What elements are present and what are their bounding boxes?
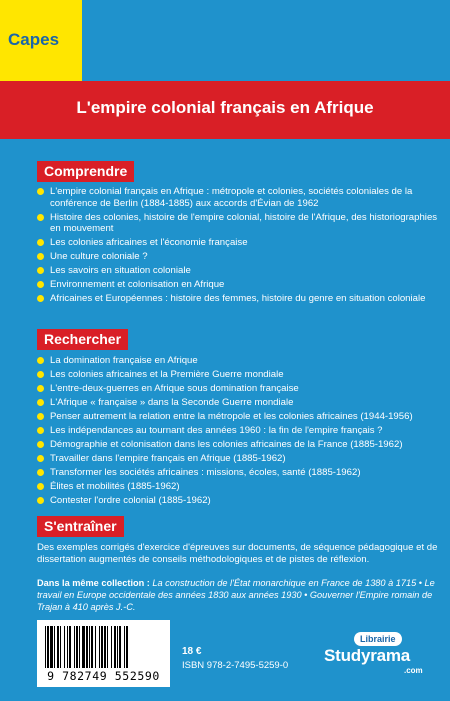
isbn: ISBN 978-2-7495-5259-0 (182, 660, 289, 671)
list-item (37, 425, 442, 437)
list-item (37, 369, 442, 381)
same-collection-label: Dans la même collection : (37, 578, 150, 588)
list-item-text: Histoire des colonies, histoire de l'empire colonial, histoire de l'Afrique, des historiographies en mouvement (50, 211, 438, 235)
bullet-icon (37, 441, 44, 448)
barcode (37, 620, 170, 687)
list-item-text: Contester l'ordre colonial (1885-1962) (50, 494, 211, 506)
book-title: L'empire colonial français en Afrique (76, 98, 374, 117)
logo-suffix: .com (404, 666, 423, 675)
list-item-text: Les indépendances au tournant des années 1960 : la fin de l'empire français ? (50, 424, 383, 436)
list-item (37, 212, 442, 235)
list-item-text: Démographie et colonisation dans les colonies africaines de la France (1885-1962) (50, 438, 403, 450)
sentrainer-description: Des exemples corrigés d'exercice d'épreuves sur documents, de séquence pédagogique et de dissertation augmentés de conseils méthodologiques et de pistes de réflexion. (37, 542, 438, 565)
list-item (37, 237, 442, 249)
list-item (37, 495, 442, 507)
list-item-text: Les savoirs en situation coloniale (50, 265, 191, 277)
list-item-text: La domination française en Afrique (50, 355, 198, 366)
logo-name: Studyrama (324, 646, 411, 665)
bullet-icon (37, 469, 44, 476)
barcode-number: 9 782749 552590 (47, 669, 160, 683)
bullet-icon (37, 357, 44, 364)
publisher-logo (318, 632, 440, 688)
list-item-text: Les colonies africaines et la Première Guerre mondiale (50, 368, 284, 380)
list-item (37, 467, 442, 479)
bullet-icon (37, 399, 44, 406)
list-item (37, 265, 442, 277)
bullet-icon (37, 427, 44, 434)
list-item (37, 293, 442, 305)
list-item (37, 397, 442, 409)
bullet-icon (37, 483, 44, 490)
collection-label: Capes (8, 30, 60, 49)
logo-badge: Librairie (354, 632, 402, 646)
list-item (37, 186, 442, 209)
list-item (37, 251, 442, 263)
same-collection-note (37, 578, 442, 613)
bullet-icon (37, 214, 44, 221)
bullet-icon (37, 295, 44, 302)
list-item-text: Transformer les sociétés africaines : missions, écoles, santé (1885-1962) (50, 466, 361, 478)
same-collection-titles: La construction de l'État monarchique en France de 1380 à 1715 • Le travail en Europe occidentale des années 1830 aux années 1930 • Gouverner l'Empire romain de Trajan à 410 après J.-C. (37, 578, 435, 612)
list-item-text: Les colonies africaines et l'économie française (50, 237, 248, 249)
list-item (37, 439, 442, 451)
bullet-icon (37, 267, 44, 274)
list-item (37, 355, 442, 367)
list-item-text: Travailler dans l'empire français en Afrique (1885-1962) (50, 452, 286, 464)
bullet-icon (37, 188, 44, 195)
list-item-text: Penser autrement la relation entre la métropole et les colonies africaines (1944-1956) (50, 410, 413, 422)
bullet-icon (37, 371, 44, 378)
bullet-icon (37, 497, 44, 504)
bullet-icon (37, 385, 44, 392)
list-item-text: L'empire colonial français en Afrique : métropole et colonies, sociétés coloniales de la conférence de Berlin (1884-1885) aux accords d'Évian de 1962 (50, 186, 413, 209)
price: 18 € (182, 646, 202, 657)
section-heading-sentrainer: S'entraîner (37, 516, 124, 537)
bullet-icon (37, 413, 44, 420)
list-item-text: L'entre-deux-guerres en Afrique sous domination française (50, 382, 299, 394)
list-item (37, 453, 442, 465)
section-heading-comprendre: Comprendre (37, 161, 134, 182)
barcode-bars (45, 626, 162, 668)
list-item-text: Élites et mobilités (1885-1962) (50, 480, 180, 492)
list-item (37, 411, 442, 423)
list-item (37, 481, 442, 493)
bullet-icon (37, 239, 44, 246)
list-item (37, 383, 442, 395)
list-item-text: L'Afrique « française » dans la Seconde Guerre mondiale (50, 396, 294, 408)
section-heading-rechercher: Rechercher (37, 329, 128, 350)
list-item (37, 279, 442, 291)
list-item-text: Une culture coloniale ? (50, 251, 148, 263)
rechercher-list (37, 355, 442, 509)
list-item-text: Africaines et Européennes : histoire des femmes, histoire du genre en situation coloniale (50, 293, 426, 305)
list-item-text: Environnement et colonisation en Afrique (50, 279, 225, 291)
comprendre-list (37, 186, 442, 307)
bullet-icon (37, 281, 44, 288)
bullet-icon (37, 253, 44, 260)
bullet-icon (37, 455, 44, 462)
